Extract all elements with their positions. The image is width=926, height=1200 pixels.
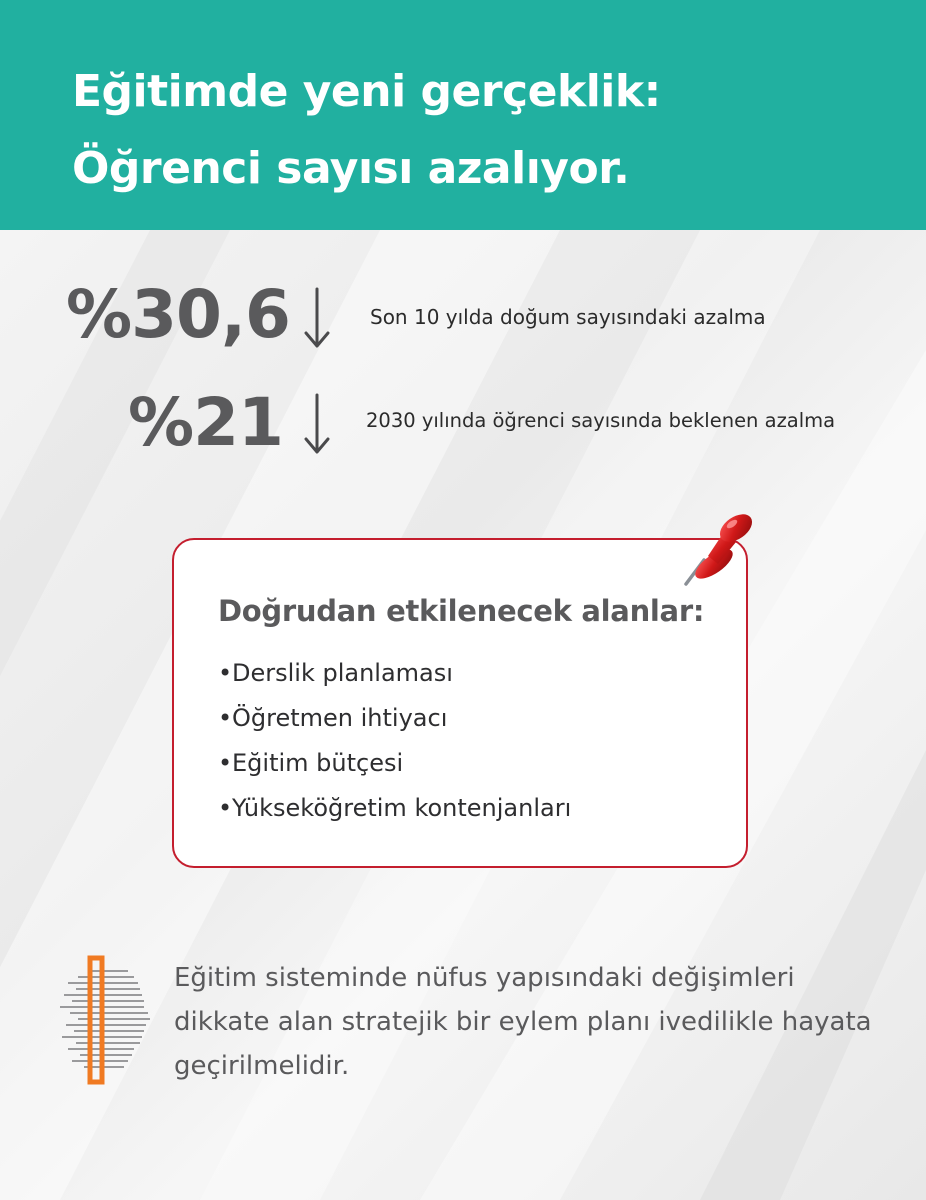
push-pin-icon [668,498,764,594]
down-arrow-icon [302,393,332,455]
digital-head-profile-icon [58,950,158,1090]
list-item: •Öğretmen ihtiyacı [218,704,448,732]
page-title-line-1: Eğitimde yeni gerçeklik: [72,66,661,117]
list-item-label: Eğitim bütçesi [232,749,404,777]
birth-decline-percentage: %30,6 [66,276,290,353]
affected-areas-list [218,655,571,835]
list-item: •Derslik planlaması [218,659,453,687]
list-item: •Yükseköğretim kontenjanları [218,794,572,822]
down-arrow-icon [302,287,332,349]
closing-statement: Eğitim sisteminde nüfus yapısındaki değişimleri dikkate alan stratejik bir eylem planı ivedilikle hayata geçirilmelidir. [174,963,872,1081]
page-title-line-2: Öğrenci sayısı azalıyor. [72,143,630,194]
list-item-label: Derslik planlaması [232,659,453,687]
list-item-label: Yükseköğretim kontenjanları [232,794,572,822]
list-item-label: Öğretmen ihtiyacı [232,704,448,732]
student-decline-percentage: %21 [128,384,283,461]
student-decline-description: 2030 yılında öğrenci sayısında beklenen azalma [366,409,836,432]
header-banner [0,0,926,230]
affected-areas-title: Doğrudan etkilenecek alanlar: [218,594,705,628]
birth-decline-description: Son 10 yılda doğum sayısındaki azalma [370,305,766,329]
list-item: •Eğitim bütçesi [218,749,404,777]
